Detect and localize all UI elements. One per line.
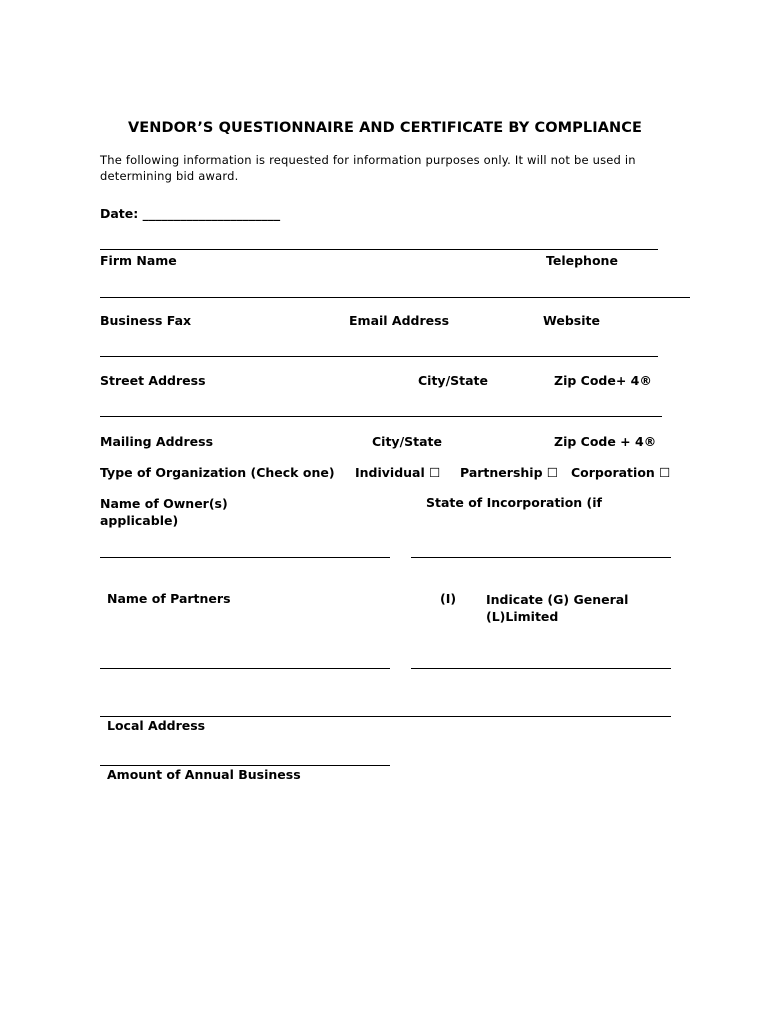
street-address-line[interactable] <box>100 356 658 357</box>
local-address-label: Local Address <box>107 718 206 733</box>
partnership-label: Partnership <box>460 465 543 480</box>
fax-email-website-line[interactable] <box>100 297 690 298</box>
email-address-label: Email Address <box>349 313 450 328</box>
partner-indicator-label: (I) <box>440 591 457 606</box>
state-of-incorporation-label: State of Incorporation (if <box>426 495 602 510</box>
firm-name-label: Firm Name <box>100 253 177 268</box>
intro-text: The following information is requested for information purposes only. It will not be used in determining bid award. <box>100 153 636 183</box>
telephone-label: Telephone <box>546 253 618 268</box>
street-address-label: Street Address <box>100 373 206 388</box>
date-field[interactable] <box>100 206 280 221</box>
general-limited-label: Indicate (G) General (L)Limited <box>486 592 629 624</box>
corporation-option[interactable] <box>571 465 670 480</box>
local-address-line[interactable] <box>100 716 671 717</box>
state-of-incorporation-line[interactable] <box>411 557 671 558</box>
individual-option[interactable] <box>355 465 440 480</box>
partnership-checkbox-icon[interactable]: ☐ <box>546 465 559 480</box>
owners-name-line[interactable] <box>100 557 390 558</box>
street-zip-code-label: Zip Code+ 4® <box>554 373 652 388</box>
partnership-option[interactable] <box>460 465 558 480</box>
mailing-address-label: Mailing Address <box>100 434 214 449</box>
mailing-zip-code-label: Zip Code + 4® <box>554 434 657 449</box>
date-label: Date: <box>100 206 143 221</box>
firm-telephone-line[interactable] <box>100 249 658 250</box>
individual-checkbox-icon[interactable]: ☐ <box>429 465 441 480</box>
partners-name-label: Name of Partners <box>107 591 231 606</box>
document-title: VENDOR’S QUESTIONNAIRE AND CERTIFICATE BY COMPLIANCE <box>127 120 643 136</box>
partners-name-line[interactable] <box>100 668 390 669</box>
organization-type-label: Type of Organization (Check one) <box>100 465 335 480</box>
street-city-state-label: City/State <box>418 373 489 388</box>
mailing-city-state-label: City/State <box>372 434 443 449</box>
annual-business-line[interactable] <box>100 765 390 766</box>
individual-label: Individual <box>355 465 425 480</box>
annual-business-label: Amount of Annual Business <box>107 767 301 782</box>
business-fax-label: Business Fax <box>100 313 192 328</box>
mailing-address-line[interactable] <box>100 416 662 417</box>
date-blank: ______________________ <box>142 206 281 221</box>
website-label: Website <box>543 313 600 328</box>
owners-name-label: Name of Owner(s) applicable) <box>100 496 228 528</box>
corporation-checkbox-icon[interactable]: ☐ <box>659 465 671 480</box>
corporation-label: Corporation <box>571 465 655 480</box>
partner-type-line[interactable] <box>411 668 671 669</box>
